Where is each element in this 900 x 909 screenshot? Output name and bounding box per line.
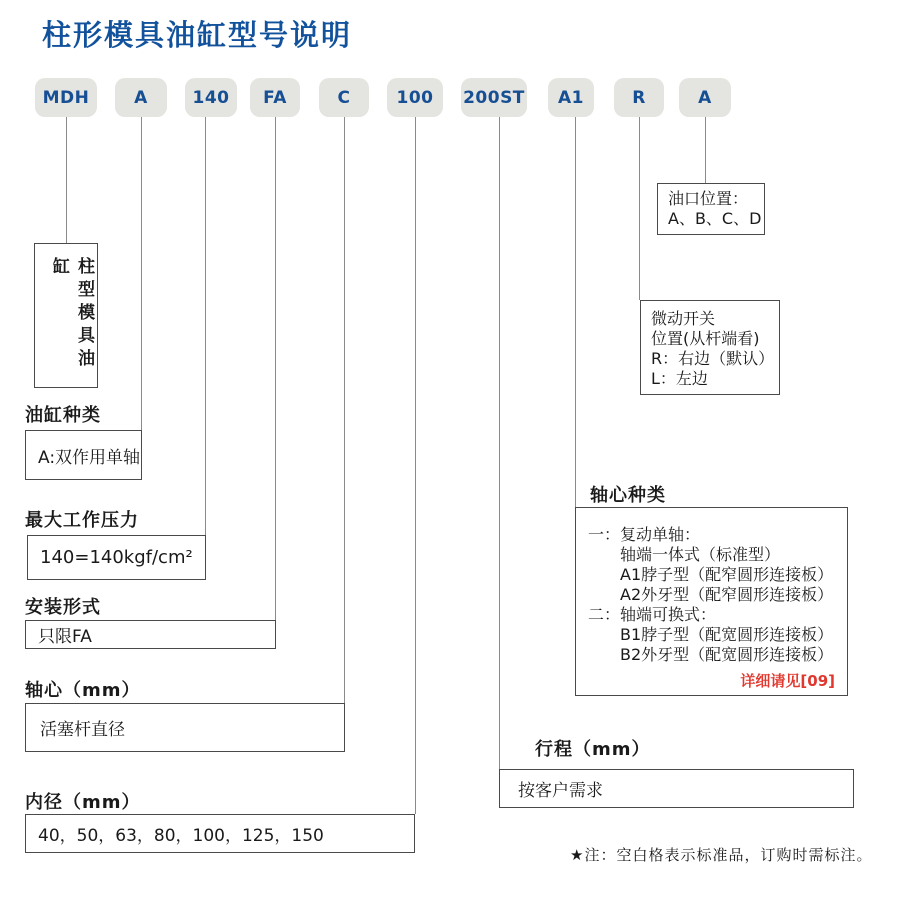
bore-box: 40，50，63，80，100，125，150 xyxy=(25,814,415,853)
code-segment-a2: A xyxy=(679,78,731,117)
mounting-label: 安装形式 xyxy=(25,597,101,618)
micro-switch-line: 微动开关 xyxy=(651,309,716,328)
shaft-type-label: 轴心种类 xyxy=(590,485,666,506)
code-segment-r: R xyxy=(614,78,664,117)
mounting-box: 只限FA xyxy=(25,620,276,649)
micro-switch-box xyxy=(640,300,780,395)
connector-line-r xyxy=(639,117,640,300)
connector-line-140 xyxy=(205,117,206,535)
connector-line-100 xyxy=(415,117,416,814)
micro-switch-line: 位置(从杆端看) xyxy=(651,329,760,348)
micro-switch-line: L：左边 xyxy=(651,369,708,388)
oil-port-line: A、B、C、D xyxy=(668,209,762,228)
connector-line-a xyxy=(141,117,142,430)
code-segment-a: A xyxy=(115,78,167,117)
stroke-label: 行程（mm） xyxy=(535,739,651,760)
kind-box: A:双作用单轴 xyxy=(25,430,142,480)
code-segment-mdh: MDH xyxy=(35,78,97,117)
connector-line-mdh xyxy=(66,117,67,243)
page-title: 柱形模具油缸型号说明 xyxy=(42,18,353,52)
footnote: ★注：空白格表示标准品，订购时需标注。 xyxy=(570,846,873,864)
shaft-type-line: B2外牙型（配宽圆形连接板） xyxy=(620,645,834,664)
micro-switch-line: R：右边（默认） xyxy=(651,349,775,368)
code-segment-100: 100 xyxy=(387,78,443,117)
shaft-type-line: 轴端一体式（标准型） xyxy=(620,545,781,564)
shaft-type-line: 一：复动单轴： xyxy=(588,525,701,544)
oil-port-box xyxy=(657,183,765,235)
shaft-type-line: A2外牙型（配窄圆形连接板） xyxy=(620,585,834,604)
connector-line-fa xyxy=(275,117,276,620)
shaft-type-detail-note: 详细请见[09] xyxy=(740,672,835,690)
shaft-type-line: 二：轴端可换式： xyxy=(588,605,717,624)
stroke-box: 按客户需求 xyxy=(499,769,854,808)
connector-line-200st xyxy=(499,117,500,769)
shaft-type-line: B1脖子型（配宽圆形连接板） xyxy=(620,625,834,644)
rod-box: 活塞杆直径 xyxy=(25,703,345,752)
pressure-label: 最大工作压力 xyxy=(25,510,139,531)
code-segment-fa: FA xyxy=(250,78,300,117)
shaft-type-line: A1脖子型（配窄圆形连接板） xyxy=(620,565,834,584)
connector-line-a2 xyxy=(705,117,706,183)
shaft-type-box xyxy=(575,507,848,696)
code-segment-a1: A1 xyxy=(548,78,594,117)
bore-label: 内径（mm） xyxy=(25,792,141,813)
series-box: 柱型模具油缸 xyxy=(34,243,98,388)
code-segment-140: 140 xyxy=(185,78,237,117)
pressure-box: 140=140kgf/cm² xyxy=(27,535,206,580)
oil-port-line: 油口位置： xyxy=(668,189,749,208)
code-segment-c: C xyxy=(319,78,369,117)
code-segment-200st: 200ST xyxy=(461,78,527,117)
rod-label: 轴心（mm） xyxy=(25,680,141,701)
kind-label: 油缸种类 xyxy=(25,405,101,426)
connector-line-c xyxy=(344,117,345,703)
connector-line-a1 xyxy=(575,117,576,507)
